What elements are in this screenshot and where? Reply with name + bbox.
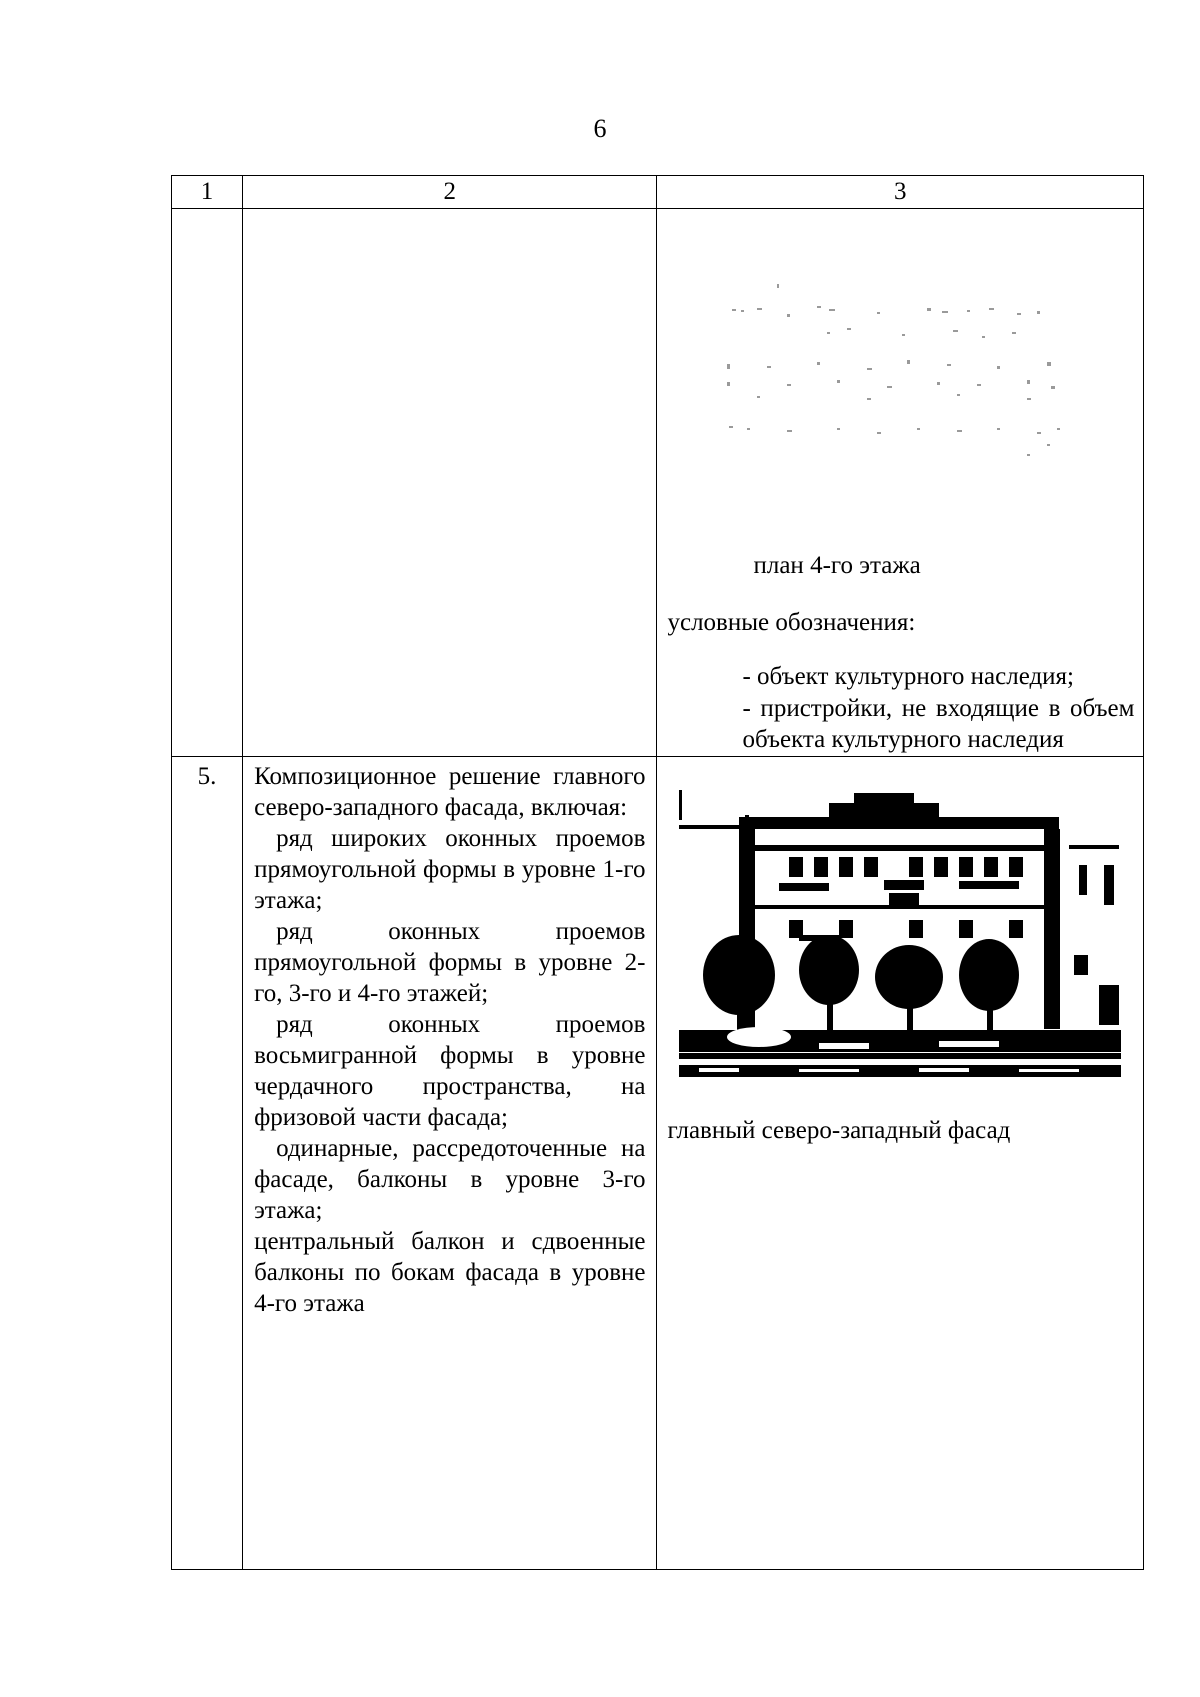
page-number: 6: [593, 114, 607, 143]
header-col-2: 2: [243, 176, 657, 209]
floor-plan-caption: план 4-го этажа: [753, 552, 921, 579]
description-item: ряд оконных проемов прямоугольной формы в уровне 2-го, 3-го и 4-го этажей;: [254, 918, 646, 1007]
row-b-illustration-cell: [657, 757, 1144, 1570]
legend-item-heritage-object: - объект культурного наследия;: [742, 663, 1075, 690]
table-header-row: [172, 176, 1144, 209]
floor-plan-image: [727, 284, 1087, 484]
row-a-description-cell: [243, 209, 657, 757]
table-row: [172, 209, 1144, 757]
legend-item-extensions: [742, 693, 1134, 755]
header-col-1: 1: [172, 176, 243, 209]
description-item: ряд оконных проемов восьмигранной формы в уровне чердачного пространства, на фризовой части фасада;: [254, 1011, 646, 1131]
monument-features-table: [171, 175, 1144, 1570]
row-a-illustration-cell: [657, 209, 1144, 757]
description-intro: Композиционное решение главного северо-западного фасада, включая:: [254, 763, 646, 821]
description-item: одинарные, рассредоточенные на фасаде, балконы в уровне 3-го этажа;: [254, 1135, 646, 1224]
table-row: [172, 757, 1144, 1570]
row-b-number: 5.: [172, 757, 243, 1570]
facade-photo: [679, 785, 1121, 1093]
row-b-description-cell: [243, 757, 657, 1570]
header-col-3: 3: [657, 176, 1144, 209]
row-a-number-cell: [172, 209, 243, 757]
legend-item-extensions-text: - пристройки, не входящие в объем объекта культурного наследия: [742, 695, 1135, 753]
legend-title: условные обозначения:: [667, 609, 916, 636]
description-item: ряд широких оконных проемов прямоугольной формы в уровне 1-го этажа;: [254, 825, 646, 914]
facade-photo-caption: главный северо-западный фасад: [667, 1117, 1011, 1144]
description-item: центральный балкон и сдвоенные балконы по бокам фасада в уровне 4-го этажа: [254, 1228, 646, 1317]
